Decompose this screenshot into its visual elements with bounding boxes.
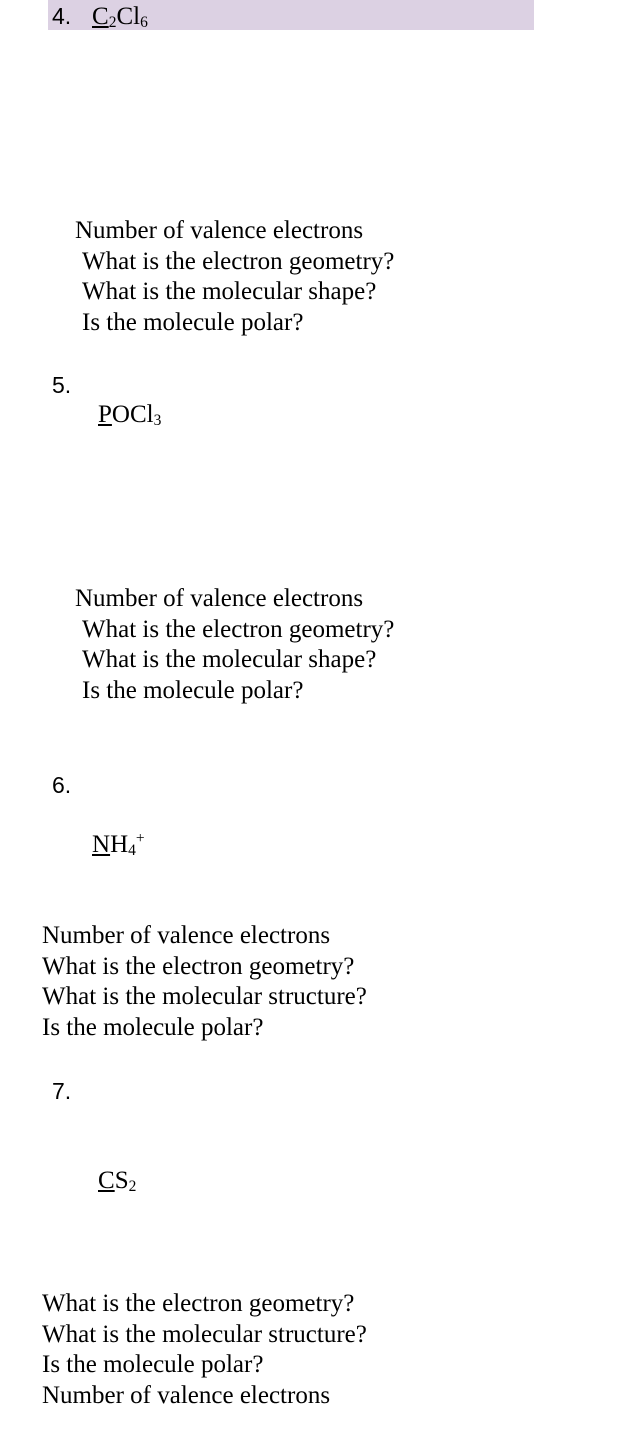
question-number: 4. (52, 3, 72, 29)
valence-electrons-prompt: Number of valence electrons (42, 922, 331, 949)
formula-part: C (92, 3, 109, 30)
valence-electrons-prompt: Number of valence electrons (75, 585, 364, 612)
formula-subscript: 2 (108, 14, 117, 32)
formula-subscript: 6 (140, 14, 148, 32)
electron-geometry-prompt: What is the electron geometry? (42, 953, 355, 980)
question-number: 5. (52, 372, 72, 398)
formula-part: S (114, 1167, 129, 1194)
question-formula (98, 400, 634, 430)
electron-geometry-prompt: What is the electron geometry? (82, 616, 395, 643)
molecular-shape-prompt: What is the molecular shape? (82, 646, 377, 673)
polarity-prompt: Is the molecule polar? (42, 1351, 264, 1378)
molecular-structure-prompt: What is the molecular structure? (42, 983, 367, 1010)
formula-part: H (110, 831, 129, 858)
electron-geometry-prompt: What is the electron geometry? (82, 248, 395, 275)
polarity-prompt: Is the molecule polar? (82, 309, 304, 336)
question-number: 7. (52, 1078, 72, 1104)
formula-subscript: 4 (128, 842, 136, 860)
polarity-prompt: Is the molecule polar? (42, 1014, 264, 1041)
electron-geometry-prompt: What is the electron geometry? (42, 1290, 355, 1317)
formula-subscript: 3 (153, 412, 162, 430)
molecular-structure-prompt: What is the molecular structure? (42, 1321, 367, 1348)
question-formula (92, 2, 634, 32)
formula-part: N (92, 831, 111, 858)
valence-electrons-prompt: Number of valence electrons (42, 1382, 331, 1409)
valence-electrons-prompt: Number of valence electrons (75, 217, 364, 244)
formula-superscript: + (135, 830, 145, 848)
formula-part: C (98, 1167, 115, 1194)
formula-part: OCl (111, 401, 154, 428)
molecular-shape-prompt: What is the molecular shape? (82, 278, 377, 305)
question-formula (92, 830, 634, 860)
formula-part: Cl (116, 3, 141, 30)
formula-part: P (98, 401, 112, 428)
formula-subscript: 2 (128, 1178, 137, 1196)
question-number: 6. (52, 772, 72, 798)
polarity-prompt: Is the molecule polar? (82, 677, 304, 704)
question-formula (98, 1166, 634, 1196)
